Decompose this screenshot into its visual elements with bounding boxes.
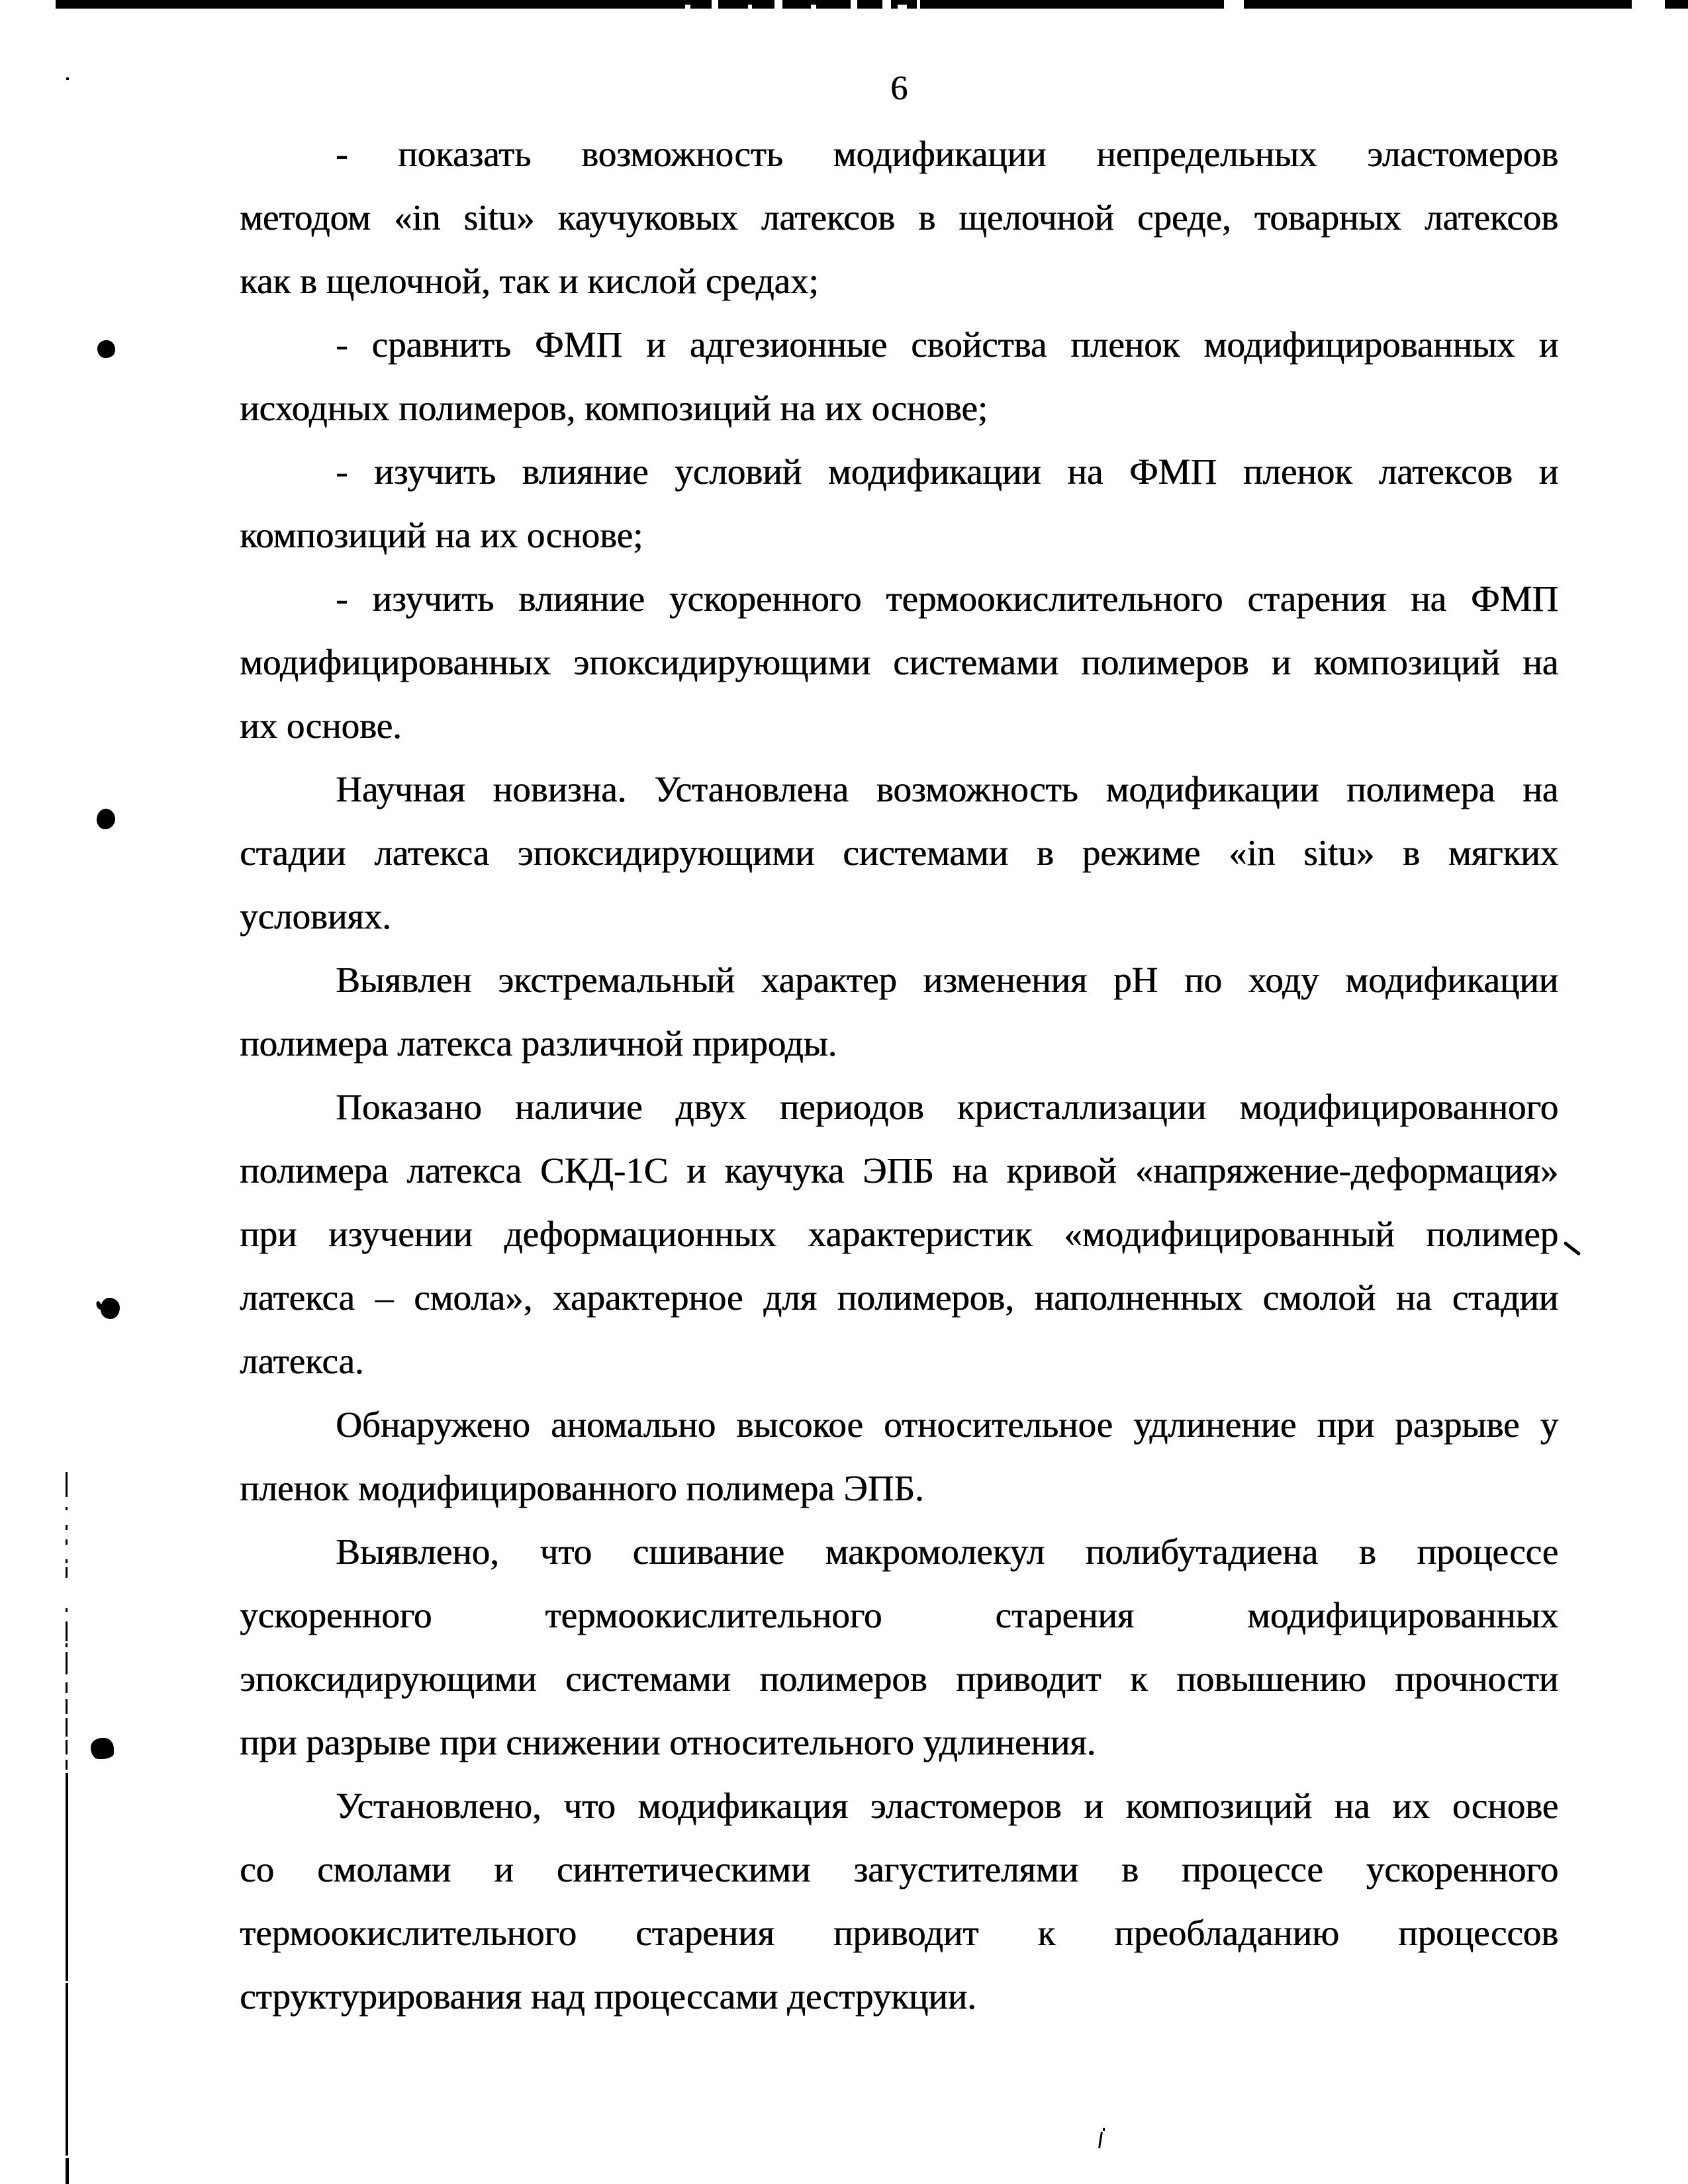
scan-bar-gap [851,0,857,9]
margin-scan-line [66,1539,68,1545]
text-line: - сравнить ФМП и адгезионные свойства пленок модифицированных и [336,324,1558,365]
ink-blob [97,809,115,829]
ink-speck [66,77,69,80]
scan-bar-gap [917,0,920,9]
text-line: - изучить влияние условий модификации на ФМП пленок латексов и [336,451,1558,492]
margin-scan-line [66,1760,68,1770]
margin-scan-line [66,1507,68,1510]
text-line: методом «in situ» каучуковых латексов в щелочной среде, товарных латексов [240,197,1558,238]
text-line: ускоренного термоокислительного старения модифицированных [240,1595,1558,1635]
ink-blob [97,340,115,358]
text-line: латекса – смола», характерное для полимеров, наполненных смолой на стадии [240,1277,1558,1318]
text-line: со смолами и синтетическими загустителями в процессе ускоренного [240,1849,1558,1889]
text-line: латекса. [240,1341,364,1381]
margin-scan-line [66,1567,68,1578]
margin-scan-line [66,1773,68,1981]
text-line: полимера латекса различной природы. [240,1023,837,1064]
margin-scan-line [66,1983,68,2156]
page-number: 6 [890,69,908,107]
margin-scan-line [66,1525,68,1530]
scan-bar-gap [1632,0,1665,9]
scan-bar-notch [898,5,907,9]
text-line: Показано наличие двух периодов кристаллизации модифицированного [336,1087,1558,1127]
text-line: условиях. [240,896,391,936]
ink-blob [101,1298,120,1319]
margin-scan-line [66,1740,68,1754]
margin-scan-line [66,2158,69,2184]
scan-bar-gap [712,0,718,9]
margin-scan-line [66,1608,68,1612]
scan-edge-bar [56,0,1688,9]
text-line: Научная новизна. Установлена возможность модификации полимера на [336,769,1558,809]
margin-scan-line [66,1643,68,1647]
margin-scan-line [66,1621,68,1641]
text-line: полимера латекса СКД-1С и каучука ЭПБ на кривой «напряжение-деформация» [240,1150,1558,1191]
text-line: эпоксидирующими системами полимеров приводит к повышению прочности [240,1659,1558,1699]
margin-scan-line [66,1699,68,1714]
text-line: как в щелочной, так и кислой средах; [240,261,819,301]
text-line: их основе. [240,705,402,746]
scan-bar-gap [774,0,782,9]
ink-blob [91,1738,114,1759]
margin-scan-line [66,1559,68,1563]
margin-scan-line [66,1718,68,1737]
text-line: композиций на их основе; [240,515,643,555]
ink-speck [1103,2128,1105,2131]
text-line: модифицированных эпоксидирующими системами полимеров и композиций на [240,642,1558,682]
text-line: термоокислительного старения приводит к преобладанию процессов [240,1913,1558,1953]
scan-bar-notch [685,5,690,9]
text-line: - показать возможность модификации непредельных эластомеров [336,134,1558,174]
scan-bar-notch [748,5,752,9]
margin-scan-line [66,1682,68,1693]
text-line: структурирования над процессами деструкции. [240,1976,976,2017]
text-line: Обнаружено аномально высокое относительное удлинение при разрыве у [336,1404,1558,1445]
margin-scan-line [66,1472,68,1497]
text-line: при разрыве при снижении относительного удлинения. [240,1722,1096,1762]
pen-tick [1564,1241,1581,1255]
document-text-block [240,122,1558,2028]
scan-bar-gap [882,0,891,9]
text-line: стадии латекса эпоксидирующими системами в режиме «in situ» в мягких [240,833,1558,873]
margin-scan-line [66,1652,68,1674]
scan-bar-notch [811,5,816,9]
pen-slash [1098,2132,1103,2148]
text-line: Выявлено, что сшивание макромолекул полибутадиена в процессе [336,1531,1558,1572]
text-line: Выявлен экстремальный характер изменения рН по ходу модификации [336,960,1558,1000]
text-line: исходных полимеров, композиций на их основе; [240,388,988,428]
text-line: пленок модифицированного полимера ЭПБ. [240,1468,924,1508]
text-line: - изучить влияние ускоренного термоокислительного старения на ФМП [336,578,1558,619]
scan-bar-gap [1224,0,1244,9]
text-line: Установлено, что модификация эластомеров и композиций на их основе [336,1786,1558,1826]
text-line: при изучении деформационных характеристик «модифицированный полимер [240,1214,1558,1254]
